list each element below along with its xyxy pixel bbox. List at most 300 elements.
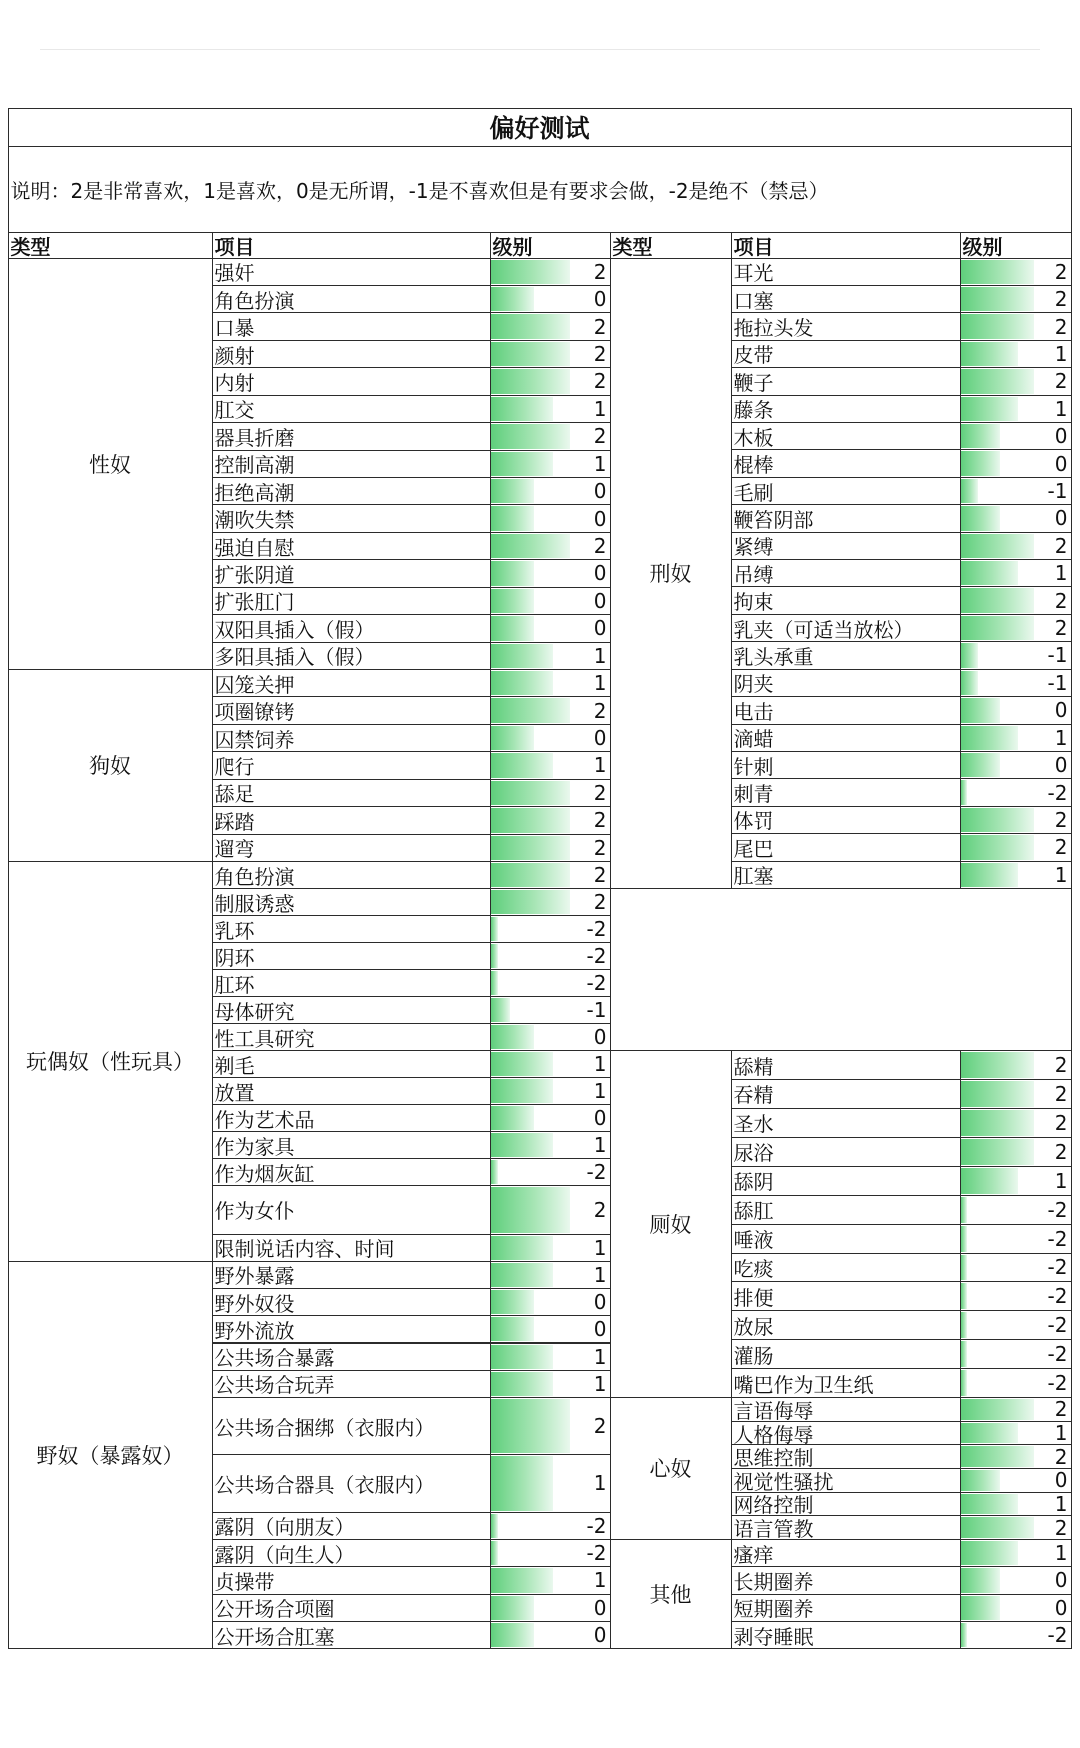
item-name: 囚禁饲养 — [212, 724, 491, 752]
level-cell — [490, 285, 611, 313]
level-value: -2 — [586, 1160, 607, 1185]
item-name: 内射 — [212, 367, 491, 395]
level-bar — [961, 671, 979, 695]
level-cell — [960, 1253, 1072, 1283]
level-bar — [491, 644, 553, 668]
level-value: 1 — [1054, 1168, 1068, 1193]
level-bar — [491, 1317, 534, 1341]
type-cell: 心奴 — [610, 1397, 732, 1540]
level-bar — [961, 643, 979, 667]
item-name: 扩张阴道 — [212, 559, 491, 587]
level-value: 2 — [1054, 1397, 1068, 1422]
item-name: 项圈镣铐 — [212, 696, 491, 724]
level-bar — [491, 452, 553, 476]
level-cell — [960, 340, 1072, 368]
level-value: 2 — [593, 1197, 607, 1222]
level-cell — [490, 724, 611, 752]
level-bar — [961, 1470, 1001, 1491]
level-cell — [960, 1050, 1072, 1080]
level-value: 1 — [593, 1371, 607, 1396]
level-bar — [491, 998, 510, 1022]
level-cell — [490, 861, 611, 889]
level-bar — [961, 753, 1001, 777]
item-name: 口暴 — [212, 312, 491, 340]
sheet-title: 偏好测试 — [8, 108, 1072, 147]
item-name: 吃痰 — [731, 1253, 961, 1283]
level-value: 0 — [1054, 698, 1068, 723]
level-value: 2 — [1054, 287, 1068, 312]
item-name: 排便 — [731, 1281, 961, 1311]
item-name: 舔精 — [731, 1050, 961, 1080]
level-value: 2 — [1054, 1053, 1068, 1078]
item-name: 踩踏 — [212, 806, 491, 834]
level-cell — [960, 696, 1072, 724]
item-name: 木板 — [731, 422, 961, 450]
level-bar — [961, 479, 979, 503]
level-bar — [961, 1596, 1001, 1620]
level-bar — [491, 479, 534, 503]
level-bar — [961, 1623, 968, 1647]
level-bar — [491, 1079, 553, 1103]
item-name: 控制高潮 — [212, 450, 491, 478]
level-cell — [490, 312, 611, 340]
level-bar — [491, 890, 570, 914]
level-cell — [960, 806, 1072, 834]
level-value: 1 — [593, 671, 607, 696]
level-cell — [960, 1137, 1072, 1167]
level-bar — [491, 1372, 553, 1396]
level-cell — [960, 285, 1072, 313]
level-bar — [491, 506, 534, 530]
level-cell — [490, 996, 611, 1024]
item-name: 思维控制 — [731, 1444, 961, 1469]
level-bar — [491, 616, 534, 640]
level-bar — [961, 1197, 968, 1223]
item-name: 瘙痒 — [731, 1539, 961, 1567]
level-value: 1 — [1054, 1541, 1068, 1566]
level-bar — [961, 863, 1019, 887]
level-value: 0 — [1054, 506, 1068, 531]
item-name: 鞭子 — [731, 367, 961, 395]
item-name: 人格侮辱 — [731, 1421, 961, 1446]
level-value: 1 — [593, 396, 607, 421]
item-name: 紧缚 — [731, 532, 961, 560]
level-value: 2 — [1054, 807, 1068, 832]
level-value: 2 — [1054, 533, 1068, 558]
item-name: 吞精 — [731, 1079, 961, 1109]
level-value: -1 — [586, 998, 607, 1023]
level-bar — [491, 260, 570, 284]
level-bar — [961, 780, 968, 804]
level-bar — [961, 1341, 968, 1367]
column-header-item: 项目 — [212, 232, 491, 259]
level-value: 0 — [593, 1025, 607, 1050]
level-cell — [490, 587, 611, 615]
level-bar — [961, 561, 1019, 585]
level-bar — [961, 835, 1034, 859]
level-bar — [491, 698, 570, 722]
item-name: 遛弯 — [212, 834, 491, 862]
level-value: 2 — [593, 835, 607, 860]
item-name: 体罚 — [731, 806, 961, 834]
level-bar — [491, 589, 534, 613]
item-name: 囚笼关押 — [212, 669, 491, 697]
item-name: 滴蜡 — [731, 724, 961, 752]
item-name: 乳头承重 — [731, 641, 961, 669]
level-value: 0 — [593, 1623, 607, 1647]
item-name: 电击 — [731, 696, 961, 724]
level-value: 1 — [593, 753, 607, 778]
level-cell — [490, 1158, 611, 1186]
level-value: 0 — [1054, 753, 1068, 778]
level-bar — [491, 314, 570, 338]
level-bar — [961, 424, 1001, 448]
item-name: 舔足 — [212, 779, 491, 807]
level-cell — [490, 1454, 611, 1512]
item-name: 拖拉头发 — [731, 312, 961, 340]
level-bar — [491, 1290, 534, 1314]
level-value: 0 — [593, 1317, 607, 1342]
item-name: 灌肠 — [731, 1339, 961, 1369]
level-bar — [961, 1110, 1034, 1136]
item-name: 乳夹（可适当放松） — [731, 614, 961, 642]
item-name: 毛刷 — [731, 477, 961, 505]
level-bar — [961, 397, 1019, 421]
level-cell — [490, 1185, 611, 1235]
level-bar — [961, 1541, 1019, 1565]
level-value: 2 — [593, 369, 607, 394]
level-value: 1 — [1054, 561, 1068, 586]
item-name: 制服诱惑 — [212, 888, 491, 916]
item-name: 吊缚 — [731, 559, 961, 587]
level-bar — [491, 561, 534, 585]
level-value: 1 — [593, 1568, 607, 1593]
column-header-level: 级别 — [490, 232, 611, 259]
level-bar — [491, 808, 570, 832]
item-name: 器具折磨 — [212, 422, 491, 450]
item-name: 剃毛 — [212, 1050, 491, 1078]
level-value: 1 — [1054, 862, 1068, 887]
item-name: 作为艺术品 — [212, 1104, 491, 1132]
level-value: 2 — [593, 808, 607, 833]
level-bar — [491, 1456, 553, 1510]
level-bar — [961, 314, 1034, 338]
level-cell — [490, 559, 611, 587]
level-cell — [490, 806, 611, 834]
item-name: 肛交 — [212, 395, 491, 423]
level-bar — [491, 534, 570, 558]
item-name: 作为家具 — [212, 1131, 491, 1159]
level-cell — [490, 669, 611, 697]
item-name: 公共场合暴露 — [212, 1343, 491, 1371]
item-name: 拒绝高潮 — [212, 477, 491, 505]
level-bar — [491, 1399, 570, 1453]
item-name: 角色扮演 — [212, 285, 491, 313]
level-cell — [490, 751, 611, 779]
level-bar — [491, 1541, 498, 1565]
level-value: -2 — [586, 917, 607, 942]
level-bar — [491, 1263, 553, 1287]
level-cell — [960, 1492, 1072, 1517]
level-bar — [961, 369, 1034, 393]
item-name: 公开场合肛塞 — [212, 1621, 491, 1649]
level-value: 1 — [593, 1133, 607, 1158]
level-value: 1 — [593, 1052, 607, 1077]
level-bar — [961, 1283, 968, 1309]
column-header-level2: 级别 — [960, 232, 1072, 259]
level-cell — [960, 1166, 1072, 1196]
level-bar — [491, 863, 570, 887]
type-cell: 刑奴 — [610, 258, 732, 890]
level-bar — [491, 671, 553, 695]
item-name: 多阳具插入（假） — [212, 642, 491, 670]
level-value: -2 — [1047, 1226, 1068, 1251]
level-value: -2 — [1047, 1197, 1068, 1222]
item-name: 潮吹失禁 — [212, 504, 491, 532]
level-bar — [491, 917, 498, 941]
level-bar — [491, 971, 498, 995]
level-bar — [961, 451, 1001, 475]
level-bar — [961, 342, 1019, 366]
level-bar — [491, 424, 570, 448]
level-cell — [490, 915, 611, 943]
item-name: 强奸 — [212, 258, 491, 286]
level-cell — [960, 504, 1072, 532]
level-bar — [491, 287, 534, 311]
item-name: 公共场合捆绑（衣服内） — [212, 1397, 491, 1455]
level-cell — [490, 258, 611, 286]
level-bar — [491, 836, 570, 860]
level-cell — [960, 1079, 1072, 1109]
item-name: 剥夺睡眠 — [731, 1621, 961, 1649]
level-cell — [960, 724, 1072, 752]
item-name: 阴夹 — [731, 669, 961, 697]
item-name: 作为女仆 — [212, 1185, 491, 1235]
level-value: 0 — [1054, 1468, 1068, 1493]
item-name: 言语侮辱 — [731, 1397, 961, 1422]
level-bar — [961, 287, 1034, 311]
level-cell — [490, 450, 611, 478]
level-value: 1 — [1054, 725, 1068, 750]
level-value: -2 — [1047, 1371, 1068, 1396]
level-value: 2 — [593, 341, 607, 366]
level-bar — [491, 397, 553, 421]
level-bar — [491, 1106, 534, 1130]
level-cell — [960, 833, 1072, 861]
level-cell — [490, 1315, 611, 1343]
level-bar — [961, 726, 1019, 750]
item-name: 长期圈养 — [731, 1566, 961, 1594]
item-name: 公开场合项圈 — [212, 1594, 491, 1622]
level-cell — [960, 1421, 1072, 1446]
level-cell — [960, 614, 1072, 642]
item-name: 阴环 — [212, 942, 491, 970]
item-name: 尿浴 — [731, 1137, 961, 1167]
level-cell — [960, 559, 1072, 587]
item-name: 舔阴 — [731, 1166, 961, 1196]
level-cell — [960, 1368, 1072, 1398]
level-cell — [490, 1288, 611, 1316]
item-name: 藤条 — [731, 395, 961, 423]
level-value: 2 — [1054, 1110, 1068, 1135]
level-bar — [961, 506, 1001, 530]
level-value: -2 — [1047, 780, 1068, 805]
level-bar — [961, 698, 1001, 722]
level-bar — [961, 1517, 1034, 1538]
level-value: -2 — [1047, 1623, 1068, 1647]
level-cell — [960, 422, 1072, 450]
level-value: 2 — [593, 259, 607, 284]
item-name: 作为烟灰缸 — [212, 1158, 491, 1186]
column-header-type2: 类型 — [610, 232, 732, 259]
item-name: 野外奴役 — [212, 1288, 491, 1316]
level-bar — [491, 1052, 553, 1076]
item-name: 鞭笞阴部 — [731, 504, 961, 532]
level-bar — [961, 588, 1034, 612]
level-cell — [490, 779, 611, 807]
item-name: 拘束 — [731, 586, 961, 614]
level-value: -1 — [1047, 479, 1068, 503]
level-cell — [490, 1512, 611, 1540]
level-cell — [490, 422, 611, 450]
level-cell — [960, 586, 1072, 614]
level-value: 0 — [593, 1290, 607, 1314]
level-bar — [961, 1370, 968, 1396]
level-value: 0 — [1054, 1595, 1068, 1620]
level-cell — [960, 1281, 1072, 1311]
level-cell — [960, 1108, 1072, 1138]
item-name: 乳环 — [212, 915, 491, 943]
item-name: 语言管教 — [731, 1515, 961, 1540]
empty-block — [610, 888, 1072, 1051]
level-cell — [960, 1468, 1072, 1493]
level-cell — [490, 1397, 611, 1455]
item-name: 肛环 — [212, 969, 491, 997]
level-bar — [491, 1345, 553, 1369]
level-bar — [961, 1423, 1019, 1444]
level-bar — [961, 1168, 1019, 1194]
level-cell — [490, 1566, 611, 1594]
level-value: 1 — [1054, 1421, 1068, 1446]
level-cell — [490, 942, 611, 970]
preference-sheet — [8, 108, 1071, 1676]
level-cell — [960, 641, 1072, 669]
level-cell — [960, 1310, 1072, 1340]
level-value: -2 — [586, 1541, 607, 1566]
item-name: 视觉性骚扰 — [731, 1468, 961, 1493]
item-name: 皮带 — [731, 340, 961, 368]
type-cell: 野奴（暴露奴） — [8, 1261, 213, 1649]
type-cell: 其他 — [610, 1539, 732, 1649]
item-name: 放尿 — [731, 1310, 961, 1340]
level-bar — [961, 260, 1034, 284]
level-bar — [961, 1081, 1034, 1107]
item-name: 强迫自慰 — [212, 532, 491, 560]
level-bar — [491, 1514, 498, 1538]
level-cell — [490, 1104, 611, 1132]
level-value: 1 — [593, 643, 607, 668]
level-value: 2 — [1054, 1081, 1068, 1106]
item-name: 颜射 — [212, 340, 491, 368]
item-name: 野外暴露 — [212, 1261, 491, 1289]
item-name: 唾液 — [731, 1224, 961, 1254]
level-value: 2 — [593, 890, 607, 915]
item-name: 贞操带 — [212, 1566, 491, 1594]
item-name: 网络控制 — [731, 1492, 961, 1517]
level-cell — [960, 395, 1072, 423]
level-cell — [960, 669, 1072, 697]
level-bar — [961, 1052, 1034, 1078]
level-value: 2 — [1054, 314, 1068, 339]
level-cell — [490, 1594, 611, 1622]
level-cell — [960, 751, 1072, 779]
level-cell — [960, 1397, 1072, 1422]
level-bar — [961, 1255, 968, 1281]
level-value: -2 — [586, 944, 607, 969]
level-cell — [960, 1195, 1072, 1225]
top-divider — [40, 49, 1040, 50]
item-name: 圣水 — [731, 1108, 961, 1138]
level-value: -2 — [586, 971, 607, 996]
item-name: 短期圈养 — [731, 1594, 961, 1622]
level-cell — [960, 1224, 1072, 1254]
level-cell — [490, 340, 611, 368]
level-value: 2 — [1054, 835, 1068, 860]
level-bar — [491, 944, 498, 968]
level-value: 1 — [1054, 1491, 1068, 1516]
level-value: -2 — [1047, 1255, 1068, 1280]
level-bar — [491, 1236, 553, 1260]
level-value: 1 — [593, 451, 607, 476]
level-cell — [490, 1343, 611, 1371]
level-cell — [490, 532, 611, 560]
level-bar — [491, 1133, 553, 1157]
level-cell — [490, 969, 611, 997]
type-cell: 狗奴 — [8, 669, 213, 862]
item-name: 口塞 — [731, 285, 961, 313]
level-bar — [491, 369, 570, 393]
column-header-type: 类型 — [8, 232, 213, 259]
level-value: 2 — [593, 863, 607, 887]
item-name: 尾巴 — [731, 833, 961, 861]
level-cell — [960, 258, 1072, 286]
level-cell — [490, 888, 611, 916]
level-bar — [961, 808, 1034, 832]
level-bar — [961, 1494, 1019, 1515]
item-name: 母体研究 — [212, 996, 491, 1024]
level-cell — [960, 312, 1072, 340]
level-value: 0 — [1054, 424, 1068, 449]
level-cell — [490, 614, 611, 642]
level-bar — [491, 1568, 553, 1592]
level-value: 0 — [593, 479, 607, 504]
level-value: 0 — [593, 506, 607, 531]
level-cell — [490, 696, 611, 724]
item-name: 嘴巴作为卫生纸 — [731, 1368, 961, 1398]
level-bar — [491, 1025, 534, 1049]
level-cell — [490, 367, 611, 395]
level-value: 2 — [1054, 1444, 1068, 1469]
level-cell — [490, 1131, 611, 1159]
level-value: 1 — [1054, 341, 1068, 366]
level-cell — [490, 1077, 611, 1105]
level-value: -2 — [1047, 1313, 1068, 1338]
level-cell — [490, 642, 611, 670]
legend-note: 说明：2是非常喜欢，1是喜欢，0是无所谓，-1是不喜欢但是有要求会做，-2是绝不（禁忌） — [8, 146, 1072, 233]
item-name: 舔肛 — [731, 1195, 961, 1225]
type-cell: 厕奴 — [610, 1050, 732, 1398]
item-name: 限制说话内容、时间 — [212, 1234, 491, 1262]
